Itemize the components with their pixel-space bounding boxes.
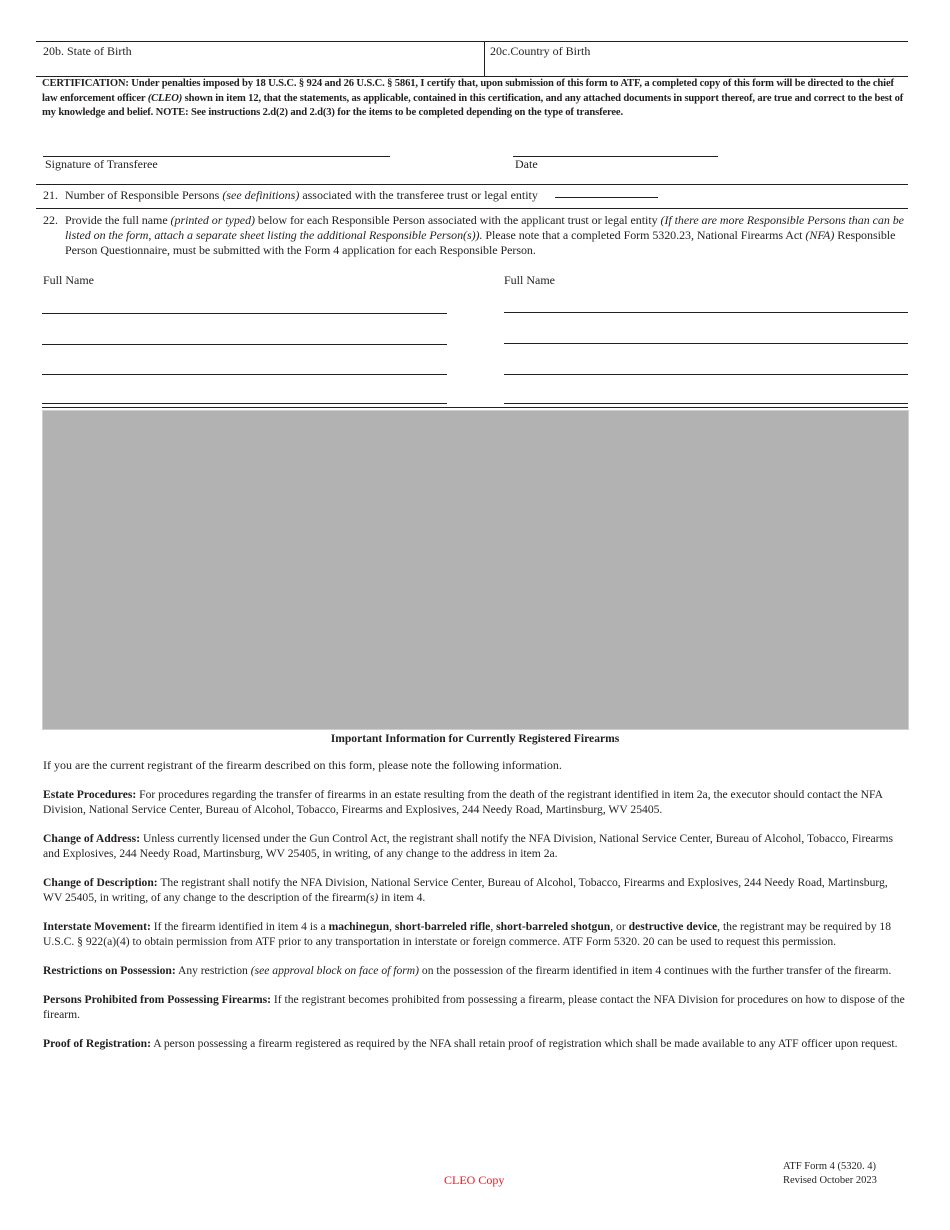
revision-date: Revised October 2023 xyxy=(783,1175,877,1186)
item22-t6: (NFA) xyxy=(805,228,835,242)
certification-text xyxy=(42,77,908,121)
proof-heading: Proof of Registration: xyxy=(43,1037,151,1050)
date-label: Date xyxy=(515,157,538,171)
description-text-1: The registrant shall notify the NFA Division, National Service Center, Bureau of Alcohol, Tobacco, Firearms and Explosives, 244 Needy Road, Martinsburg, WV 25405, in writing, of any change to the description of the firearm xyxy=(43,876,888,904)
estate-paragraph xyxy=(43,787,907,817)
address-text: Unless currently licensed under the Gun Control Act, the registrant shall notify the NFA Division, National Service Center, Bureau of Alcohol, Tobacco, Firearms and Explosives, 244 Needy Road, Martinsburg, WV 25405, in writing, of any change to the address in item 2a. xyxy=(43,832,894,860)
description-text-2: (s) xyxy=(366,891,379,904)
item21-answer-field[interactable] xyxy=(555,184,658,197)
signature-bottom-border xyxy=(36,184,908,185)
important-info xyxy=(43,758,907,1051)
state-of-birth-label: 20b. State of Birth xyxy=(43,44,132,58)
full-name-label-right: Full Name xyxy=(504,273,555,287)
full-name-field-right-2[interactable] xyxy=(504,326,908,342)
description-paragraph xyxy=(43,875,907,905)
prohibited-heading: Persons Prohibited from Possessing Firearms: xyxy=(43,993,271,1006)
prohibited-text: If the registrant becomes prohibited from possessing a firearm, please contact the NFA Division for procedures on how to dispose of the firearm. xyxy=(43,993,905,1021)
description-heading: Change of Description: xyxy=(43,876,158,889)
full-name-field-right-1[interactable] xyxy=(504,295,908,311)
interstate-machinegun: machinegun xyxy=(328,920,390,933)
certification-part2: shown in item 12, that the statements, as applicable, contained in this certification, and any attached documents in support thereof, are true and correct to the best of my knowledge and belief. NOTE: See instructions 2.d(2) and 2.d(3) for the items to be completed depending on the type of transferee. xyxy=(42,92,904,118)
redacted-block xyxy=(42,410,909,730)
description-text-3: in item 4. xyxy=(378,891,426,904)
item22-number: 22. xyxy=(43,213,58,227)
interstate-sep-2: , xyxy=(490,920,497,933)
item21-text xyxy=(43,188,538,203)
full-name-line xyxy=(504,374,908,375)
certification-cleo: (CLEO) xyxy=(147,92,183,104)
full-name-field-left-3[interactable] xyxy=(42,357,447,373)
estate-heading: Estate Procedures: xyxy=(43,788,137,801)
signature-field[interactable] xyxy=(43,140,390,156)
interstate-text-2: , the registrant may be required by 18 U.S.C. § 922(a)(4) to obtain permission from ATF prior to any transportation in interstate or foreign commerce. ATF Form 5320. 20 can be used to request this permission. xyxy=(43,920,892,948)
full-name-line xyxy=(42,403,447,404)
full-name-field-right-3[interactable] xyxy=(504,357,908,373)
full-name-line xyxy=(504,312,908,313)
item22-t4: (If there are more Responsible Persons than can be listed on the form, attach a separate sheet listing the additional Responsible Person(s)). xyxy=(65,213,904,242)
interstate-sbr: short-barreled rifle xyxy=(394,920,491,933)
interstate-sbs: short-barreled shotgun xyxy=(496,920,611,933)
item22-t3: below for each Responsible Person associated with the applicant trust or legal entity xyxy=(254,213,661,227)
full-name-field-right-4[interactable] xyxy=(504,386,908,402)
item21-bottom-border xyxy=(36,208,908,209)
address-paragraph xyxy=(43,831,907,861)
section-separator xyxy=(42,407,908,408)
full-name-label-left: Full Name xyxy=(43,273,94,287)
proof-paragraph xyxy=(43,1036,907,1051)
restrictions-paragraph xyxy=(43,963,907,978)
full-name-line xyxy=(504,343,908,344)
estate-text: For procedures regarding the transfer of firearms in an estate resulting from the death of the registrant identified in item 2a, the executor should contact the NFA Division, National Service Center, Bureau of Alcohol, Tobacco, Firearms and Explosives, 244 Needy Road, Martinsburg, WV 25405. xyxy=(43,788,883,816)
copy-label: CLEO Copy xyxy=(444,1173,505,1187)
birth-divider xyxy=(484,41,485,76)
restrictions-text-1: Any restriction xyxy=(175,964,251,977)
restrictions-heading: Restrictions on Possession: xyxy=(43,964,176,977)
interstate-paragraph xyxy=(43,919,907,949)
address-heading: Change of Address: xyxy=(43,832,141,845)
interstate-text-1: If the firearm identified in item 4 is a xyxy=(150,920,329,933)
item21-number: 21. xyxy=(43,188,58,202)
restrictions-text-2: on the possession of the firearm identified in item 4 continues with the further transfer of the firearm. xyxy=(419,964,892,977)
interstate-sep-3: , or xyxy=(610,920,629,933)
item21-italic: (see definitions) xyxy=(222,188,300,202)
item22-t7: Responsible Person Questionnaire, must be submitted with the Form 4 application for each Responsible Person. xyxy=(65,228,896,257)
item22-t2: (printed or typed) xyxy=(170,213,255,227)
item21-answer-line xyxy=(555,197,658,198)
full-name-field-left-4[interactable] xyxy=(42,386,447,402)
prohibited-paragraph xyxy=(43,992,907,1022)
form-id: ATF Form 4 (5320. 4) xyxy=(783,1161,877,1172)
top-border xyxy=(36,41,908,42)
item22-text xyxy=(65,213,908,258)
date-line xyxy=(513,156,718,157)
important-title: Important Information for Currently Registered Firearms xyxy=(330,732,620,745)
item21-after: associated with the transferee trust or legal entity xyxy=(299,188,538,202)
item21-before: Number of Responsible Persons xyxy=(65,188,223,202)
intro-paragraph: If you are the current registrant of the firearm described on this form, please note the following information. xyxy=(43,758,562,772)
certification-part1: CERTIFICATION: Under penalties imposed by 18 U.S.C. § 924 and 26 U.S.C. § 5861, I certify that, upon submission of this form to ATF, a completed copy of this form will be directed to the chief law enforcement officer xyxy=(42,78,894,104)
interstate-heading: Interstate Movement: xyxy=(43,920,151,933)
full-name-line xyxy=(504,403,908,404)
date-field[interactable] xyxy=(513,140,718,156)
item22-t1: Provide the full name xyxy=(65,213,171,227)
full-name-field-left-1[interactable] xyxy=(42,296,447,312)
interstate-dd: destructive device xyxy=(628,920,718,933)
interstate-sep-1: , xyxy=(389,920,395,933)
restrictions-italic: (see approval block on face of form) xyxy=(250,964,419,977)
full-name-field-left-2[interactable] xyxy=(42,327,447,343)
signature-label: Signature of Transferee xyxy=(45,157,158,171)
full-name-line xyxy=(42,344,447,345)
country-of-birth-label: 20c.Country of Birth xyxy=(490,44,591,58)
proof-text: A person possessing a firearm registered as required by the NFA shall retain proof of registration which shall be made available to any ATF officer upon request. xyxy=(150,1037,898,1050)
item22-t5: Please note that a completed Form 5320.23, National Firearms Act xyxy=(482,228,806,242)
full-name-line xyxy=(42,374,447,375)
full-name-line xyxy=(42,313,447,314)
